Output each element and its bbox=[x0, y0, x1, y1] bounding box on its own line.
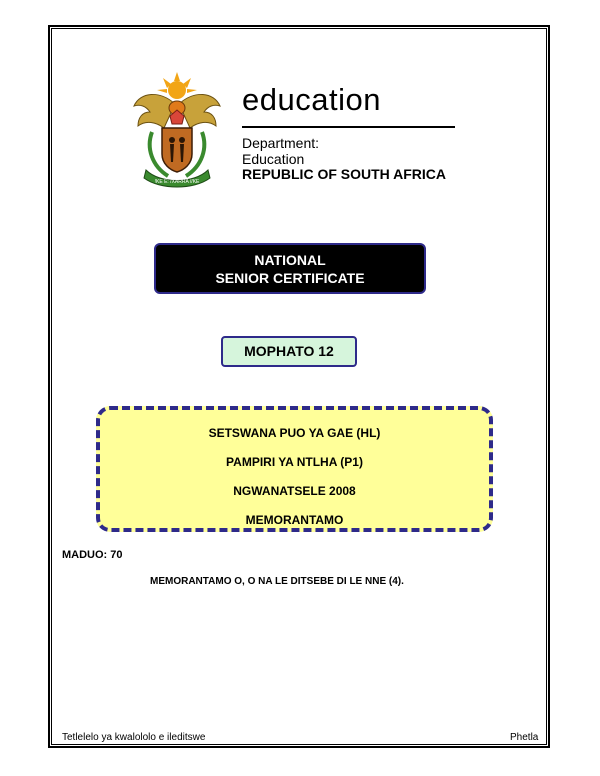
department-name: Education bbox=[242, 151, 305, 167]
grade-badge: MOPHATO 12 bbox=[221, 336, 357, 367]
subject-title: SETSWANA PUO YA GAE (HL) bbox=[208, 426, 381, 440]
coat-of-arms-icon bbox=[130, 70, 224, 190]
subject-panel bbox=[96, 406, 493, 532]
certificate-banner bbox=[154, 243, 426, 294]
country-name: REPUBLIC OF SOUTH AFRICA bbox=[242, 166, 447, 182]
crest-motto: !KE E: /XARRA //KE bbox=[154, 179, 200, 185]
banner-line-1: NATIONAL bbox=[254, 251, 326, 268]
page-count-note: MEMORANTAMO O, O NA LE DITSEBE DI LE NNE (4). bbox=[150, 576, 404, 587]
logo-wordmark: education bbox=[242, 82, 381, 117]
turn-over-footer: Phetla bbox=[510, 732, 539, 743]
department-label: Department: bbox=[242, 135, 320, 151]
document-type: MEMORANTAMO bbox=[245, 513, 344, 527]
logo-underline bbox=[242, 126, 455, 128]
paper-number: PAMPIRI YA NTLHA (P1) bbox=[226, 455, 363, 469]
banner-line-2: SENIOR CERTIFICATE bbox=[215, 269, 365, 286]
copyright-footer: Tetlelelo ya kwalololo e ileditswe bbox=[62, 732, 206, 743]
total-marks: MADUO: 70 bbox=[62, 549, 123, 561]
exam-session: NGWANATSELE 2008 bbox=[233, 484, 356, 498]
